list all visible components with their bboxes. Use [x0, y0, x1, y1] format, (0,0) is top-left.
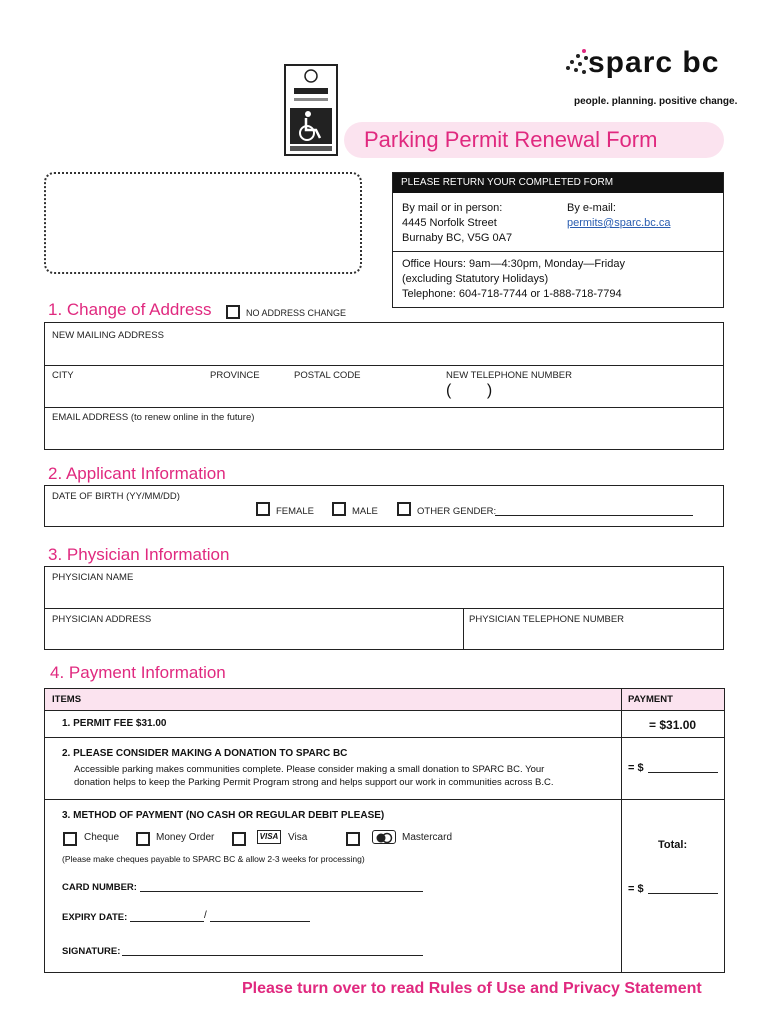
cheque-checkbox[interactable]	[63, 832, 77, 846]
donation-text-1: Accessible parking makes communities complete. Please consider making a small donation to SPARC BC. Your	[74, 764, 545, 775]
other-gender-label: OTHER GENDER:	[417, 506, 497, 517]
expiry-date-label: EXPIRY DATE:	[62, 912, 128, 923]
female-label: FEMALE	[276, 506, 315, 517]
other-gender-checkbox[interactable]	[397, 502, 411, 516]
section2-title: 2. Applicant Information	[48, 464, 226, 483]
telephone: Telephone: 604-718-7744 or 1-888-718-7794	[402, 288, 622, 300]
telephone-area-code: ( )	[446, 382, 493, 399]
donation-amount-label: = $	[628, 762, 644, 774]
parking-permit-graphic	[284, 64, 338, 156]
physician-address-field[interactable]: PHYSICIAN ADDRESS	[52, 614, 152, 625]
section1-title: 1. Change of Address	[48, 300, 212, 319]
items-header: ITEMS	[52, 694, 82, 705]
section3-title: 3. Physician Information	[48, 545, 230, 564]
expiry-year-line[interactable]	[210, 911, 310, 922]
female-checkbox[interactable]	[256, 502, 270, 516]
no-address-change-checkbox[interactable]	[226, 305, 240, 319]
signature-line[interactable]	[122, 945, 423, 956]
male-checkbox[interactable]	[332, 502, 346, 516]
physician-box	[44, 566, 724, 650]
total-amount-label: = $	[628, 883, 644, 895]
other-gender-line[interactable]	[495, 505, 693, 516]
money-order-label: Money Order	[156, 832, 215, 843]
mastercard-logo-icon	[372, 830, 396, 844]
mail-label: By mail or in person:	[402, 202, 503, 214]
page-title: Parking Permit Renewal Form	[364, 127, 658, 152]
donation-text-2: donation helps to keep the Parking Permit Program strong and helps support our work in communities across B.C.	[74, 777, 554, 788]
visa-checkbox[interactable]	[232, 832, 246, 846]
wheelchair-icon	[286, 66, 336, 154]
permit-fee-amount: = $31.00	[649, 718, 697, 732]
contact-box	[392, 172, 724, 308]
city-field[interactable]: CITY	[52, 370, 74, 381]
physician-name-field[interactable]: PHYSICIAN NAME	[52, 572, 134, 583]
physician-telephone-field[interactable]: PHYSICIAN TELEPHONE NUMBER	[469, 614, 625, 625]
no-address-change-label: NO ADDRESS CHANGE	[246, 308, 347, 318]
money-order-checkbox[interactable]	[136, 832, 150, 846]
contact-header: PLEASE RETURN YOUR COMPLETED FORM	[393, 173, 723, 193]
payment-header: PAYMENT	[628, 694, 673, 705]
sparc-logo	[560, 44, 730, 88]
footer-note: Please turn over to read Rules of Use and Privacy Statement	[242, 980, 702, 997]
section4-title: 4. Payment Information	[50, 663, 226, 682]
logo-tagline: people. planning. positive change.	[574, 96, 738, 107]
new-telephone-field[interactable]: NEW TELEPHONE NUMBER	[446, 370, 572, 381]
office-hours-note: (excluding Statutory Holidays)	[402, 273, 549, 285]
payment-method-title: 3. METHOD OF PAYMENT (NO CASH OR REGULAR DEBIT PLEASE)	[62, 810, 385, 821]
mail-line1: 4445 Norfolk Street	[402, 217, 497, 229]
cheque-label: Cheque	[84, 832, 120, 843]
card-number-line[interactable]	[140, 881, 423, 892]
new-mailing-address-field[interactable]: NEW MAILING ADDRESS	[52, 330, 164, 341]
logo-dots-icon	[564, 48, 590, 84]
donation-title: 2. PLEASE CONSIDER MAKING A DONATION TO SPARC BC	[62, 748, 348, 759]
visa-label: Visa	[288, 832, 308, 843]
cheque-note: (Please make cheques payable to SPARC BC & allow 2-3 weeks for processing)	[62, 854, 365, 864]
signature-label: SIGNATURE:	[62, 946, 121, 957]
total-amount-line[interactable]	[648, 883, 718, 894]
mastercard-checkbox[interactable]	[346, 832, 360, 846]
total-label: Total:	[658, 839, 688, 851]
province-field[interactable]: PROVINCE	[210, 370, 260, 381]
date-of-birth-field[interactable]: DATE OF BIRTH (YY/MM/DD)	[52, 491, 180, 502]
email-link[interactable]: permits@sparc.bc.ca	[567, 217, 671, 229]
male-label: MALE	[352, 506, 378, 517]
logo-text: sparc bc	[588, 46, 720, 79]
address-table	[44, 322, 724, 450]
expiry-separator: /	[204, 910, 207, 921]
permit-fee-item: 1. PERMIT FEE $31.00	[62, 718, 167, 729]
donation-amount-line[interactable]	[648, 762, 718, 773]
postal-code-field[interactable]: POSTAL CODE	[294, 370, 361, 381]
email-address-field[interactable]: EMAIL ADDRESS (to renew online in the future)	[52, 412, 255, 423]
visa-logo-icon: VISA	[257, 830, 281, 844]
expiry-month-line[interactable]	[130, 911, 204, 922]
form-title-pill	[344, 122, 724, 158]
mail-line2: Burnaby BC, V5G 0A7	[402, 232, 513, 244]
card-number-label: CARD NUMBER:	[62, 882, 137, 893]
email-label: By e-mail:	[567, 202, 616, 214]
address-window	[44, 172, 362, 274]
mastercard-label: Mastercard	[402, 832, 453, 843]
office-hours: Office Hours: 9am—4:30pm, Monday—Friday	[402, 258, 625, 270]
